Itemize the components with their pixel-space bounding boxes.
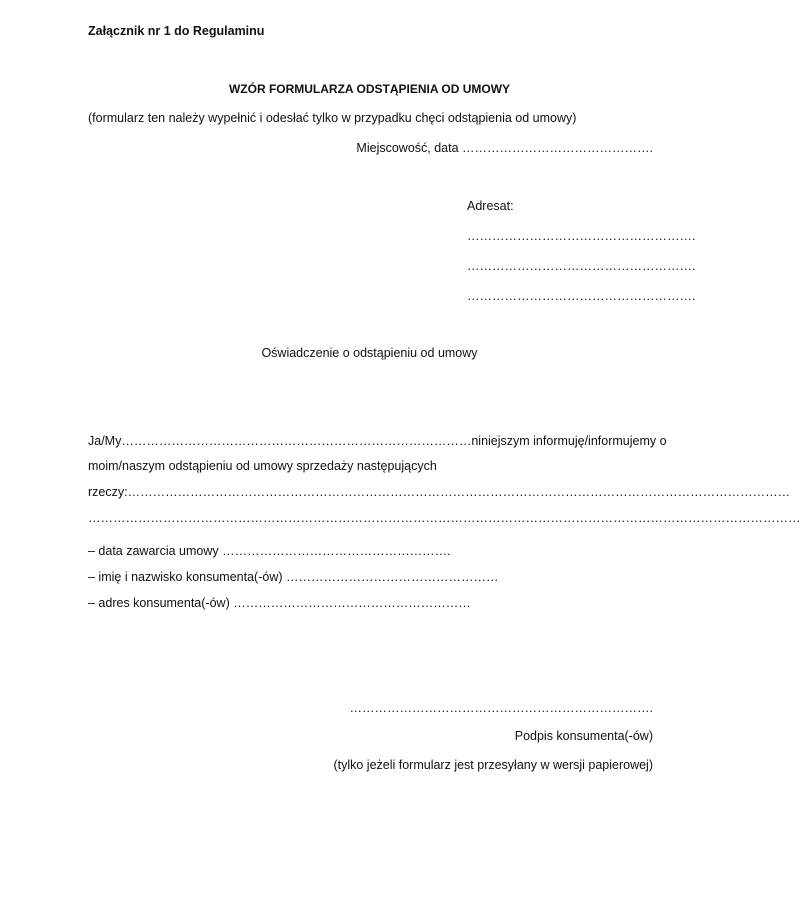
annex-heading: Załącznik nr 1 do Regulaminu (88, 24, 265, 38)
addressee-label: Adresat: (467, 199, 514, 213)
signature-line: ………………………………………………………………. (349, 701, 653, 715)
addressee-line-2: ………………………………………………. (467, 259, 696, 273)
place-date-field: Miejscowość, data ………………………………………. (356, 141, 653, 155)
addressee-line-1: ………………………………………………. (467, 229, 696, 243)
addressee-line-3: ………………………………………………. (467, 289, 696, 303)
signature-note: (tylko jeżeli formularz jest przesyłany w wersji papierowej) (333, 758, 653, 772)
body-line-3: rzeczy:…………………………………………………………………………………………………………………………………………… (88, 485, 791, 499)
consumer-address-field: – adres konsumenta(-ów) ………………………………………………… (88, 596, 471, 610)
statement-title: Oświadczenie o odstąpieniu od umowy (261, 346, 478, 360)
form-instruction: (formularz ten należy wypełnić i odesłać tylko w przypadku chęci odstąpienia od umowy) (88, 111, 577, 125)
body-line-1: Ja/My…………………………………………………………………………niniejszym informuję/informujemy o (88, 434, 667, 448)
signature-label: Podpis konsumenta(-ów) (514, 729, 653, 743)
body-line-4: ……………………………………………………………………………………………………………………………………………………… (88, 511, 801, 525)
contract-date-field: – data zawarcia umowy ………………………………………………. (88, 544, 451, 558)
body-line-2: moim/naszym odstąpieniu od umowy sprzedaży następujących (88, 459, 437, 473)
form-title: WZÓR FORMULARZA ODSTĄPIENIA OD UMOWY (228, 82, 511, 96)
consumer-name-field: – imię i nazwisko konsumenta(-ów) …………………………………………… (88, 570, 499, 584)
